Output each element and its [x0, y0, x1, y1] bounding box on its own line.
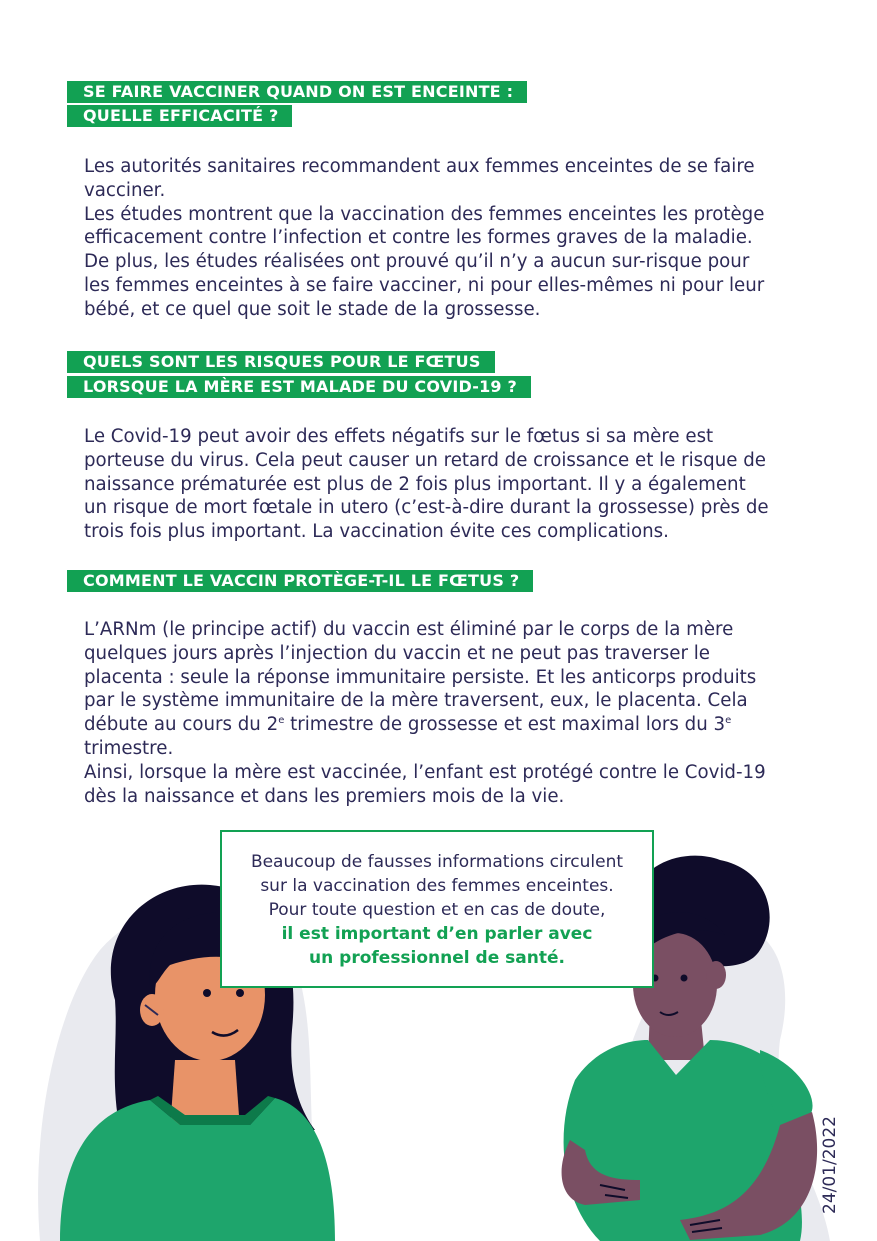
eye-left: [203, 989, 211, 997]
text-line: Les autorités sanitaires recommandent aux femmes enceintes de se faire: [84, 156, 755, 177]
text-line: les femmes enceintes à se faire vacciner, ni pour elles-mêmes ni pour leur: [84, 274, 765, 296]
section-2-heading-line-2: LORSQUE LA MÈRE EST MALADE DU COVID-19 ?: [67, 376, 531, 398]
text-line: vacciner.: [84, 179, 166, 201]
callout-line: sur la vaccination des femmes enceintes.: [260, 876, 614, 896]
document-date: 24/01/2022: [820, 1116, 840, 1214]
eye-right: [681, 975, 688, 982]
text-line: naissance prématurée est plus de 2 fois plus important. Il y a également: [84, 473, 746, 495]
text-line: De plus, les études réalisées ont prouvé qu’il n’y a aucun sur-risque pour: [84, 251, 750, 273]
section-2-heading-line-1: QUELS SONT LES RISQUES POUR LE FŒTUS: [67, 351, 495, 373]
superscript: e: [278, 715, 285, 727]
superscript: e: [725, 715, 732, 727]
text-line: trois fois plus important. La vaccination évite ces complications.: [84, 521, 669, 543]
section-1-heading-line-1: SE FAIRE VACCINER QUAND ON EST ENCEINTE :: [67, 81, 527, 103]
text-line: efficacement contre l’infection et contre les formes graves de la maladie.: [84, 227, 753, 249]
advice-callout: [220, 830, 654, 988]
callout-highlight-line: un professionnel de santé.: [309, 948, 565, 968]
text-line: placenta : seule la réponse immunitaire persiste. Et les anticorps produits: [84, 666, 757, 688]
text-line: bébé, et ce quel que soit le stade de la grossesse.: [84, 298, 541, 320]
line-part: débute au cours du 2: [84, 714, 279, 736]
callout-line: Beaucoup de fausses informations circulent: [250, 852, 624, 872]
eye-right: [236, 989, 244, 997]
callout-highlight-line: il est important d’en parler avec: [281, 924, 593, 944]
line-part: trimestre de grossesse et est maximal lors du 3: [284, 714, 726, 736]
text-line: porteuse du virus. Cela peut causer un retard de croissance et le risque de: [84, 449, 766, 471]
section-3-heading: COMMENT LE VACCIN PROTÈGE-T-IL LE FŒTUS ?: [67, 570, 533, 592]
text-line: dès la naissance et dans les premiers mois de la vie.: [84, 785, 565, 807]
text-line: trimestre.: [84, 737, 174, 759]
text-line: quelques jours après l’injection du vaccin et ne peut pas traverser le: [84, 642, 710, 664]
text-line: un risque de mort fœtale in utero (c’est-à-dire durant la grossesse) près de: [84, 497, 769, 519]
text-line: L’ARNm (le principe actif) du vaccin est éliminé par le corps de la mère: [84, 619, 734, 640]
text-line: Le Covid-19 peut avoir des effets négatifs sur le fœtus si sa mère est: [84, 426, 714, 447]
text-line: Les études montrent que la vaccination des femmes enceintes les protège: [84, 203, 765, 225]
text-line: Ainsi, lorsque la mère est vaccinée, l’enfant est protégé contre le Covid-19: [84, 761, 766, 783]
section-1-heading-line-2: QUELLE EFFICACITÉ ?: [67, 105, 292, 127]
text-line: par le système immunitaire de la mère traversent, eux, le placenta. Cela: [84, 690, 748, 712]
callout-line: Pour toute question et en cas de doute,: [268, 900, 606, 920]
ear: [706, 961, 726, 989]
